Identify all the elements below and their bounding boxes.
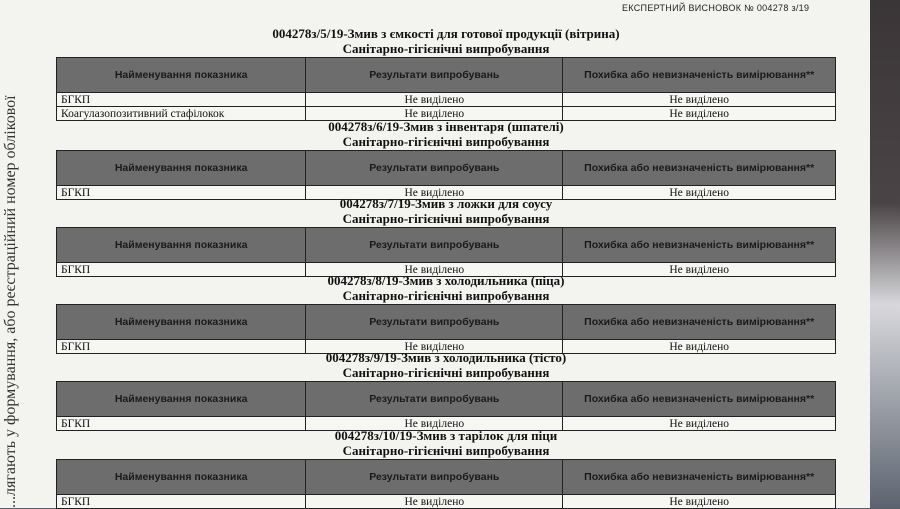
header-results: Результати випробувань	[306, 228, 563, 263]
result-cell: Не виділено	[306, 340, 563, 354]
section-title: 004278з/8/19-Змив з холодильника (піца)	[327, 273, 565, 288]
header-indicator: Найменування показника	[57, 460, 306, 495]
section-title: 004278з/7/19-Змив з ложки для соусу	[339, 196, 553, 211]
indicator-cell: БГКП	[57, 263, 306, 277]
results-table	[56, 304, 836, 354]
header-uncertainty: Похибка або невизначеність вимірювання**	[563, 460, 836, 495]
table-header-row	[57, 228, 836, 263]
result-cell: Не виділено	[306, 93, 563, 107]
table-header-row	[57, 305, 836, 340]
header-results: Результати випробувань	[306, 151, 563, 186]
table-header-row	[57, 382, 836, 417]
uncertainty-cell: Не виділено	[563, 186, 836, 200]
header-results: Результати випробувань	[306, 382, 563, 417]
table-header-row	[57, 58, 836, 93]
result-cell: Не виділено	[306, 263, 563, 277]
document-header: ЕКСПЕРТНИЙ ВИСНОВОК № 004278 з/19	[622, 3, 810, 13]
header-indicator: Найменування показника	[57, 151, 306, 186]
background-edge	[870, 0, 900, 508]
uncertainty-cell: Не виділено	[563, 93, 836, 107]
test-section-5	[56, 26, 836, 121]
results-table	[56, 57, 836, 121]
uncertainty-cell: Не виділено	[563, 495, 836, 509]
test-section-6	[56, 119, 836, 200]
indicator-cell: БГКП	[57, 417, 306, 431]
result-cell: Не виділено	[306, 186, 563, 200]
indicator-cell: Коагулазопозитивний стафілокок	[57, 107, 306, 121]
results-table	[56, 459, 836, 509]
header-uncertainty: Похибка або невизначеність вимірювання**	[563, 305, 836, 340]
indicator-cell: БГКП	[57, 495, 306, 509]
uncertainty-cell: Не виділено	[563, 340, 836, 354]
section-title: 004278з/9/19-Змив з холодильника (тісто)	[325, 350, 567, 365]
results-table	[56, 227, 836, 277]
uncertainty-cell: Не виділено	[563, 417, 836, 431]
result-cell: Не виділено	[306, 417, 563, 431]
table-row	[57, 93, 836, 107]
table-header-row	[57, 460, 836, 495]
uncertainty-cell: Не виділено	[563, 107, 836, 121]
indicator-cell: БГКП	[57, 93, 306, 107]
section-subtitle: Санітарно-гігієнічні випробування	[342, 134, 550, 149]
header-uncertainty: Похибка або невизначеність вимірювання**	[563, 228, 836, 263]
test-section-8	[56, 273, 836, 354]
indicator-cell: БГКП	[57, 340, 306, 354]
indicator-cell: БГКП	[57, 186, 306, 200]
section-subtitle: Санітарно-гігієнічні випробування	[342, 41, 550, 56]
header-uncertainty: Похибка або невизначеність вимірювання**	[563, 382, 836, 417]
header-results: Результати випробувань	[306, 305, 563, 340]
result-cell: Не виділено	[306, 495, 563, 509]
header-results: Результати випробувань	[306, 460, 563, 495]
side-margin-note: ...лягають у формування, або реєстраційний номер облікової	[2, 95, 19, 508]
header-indicator: Найменування показника	[57, 228, 306, 263]
header-results: Результати випробувань	[306, 58, 563, 93]
test-section-10	[56, 428, 836, 509]
results-table	[56, 150, 836, 200]
results-table	[56, 381, 836, 431]
section-subtitle: Санітарно-гігієнічні випробування	[342, 211, 550, 226]
section-subtitle: Санітарно-гігієнічні випробування	[342, 365, 550, 380]
test-section-9	[56, 350, 836, 431]
section-title: 004278з/10/19-Змив з тарілок для піци	[334, 428, 558, 443]
section-subtitle: Санітарно-гігієнічні випробування	[342, 288, 550, 303]
header-indicator: Найменування показника	[57, 382, 306, 417]
header-uncertainty: Похибка або невизначеність вимірювання**	[563, 58, 836, 93]
header-indicator: Найменування показника	[57, 305, 306, 340]
section-subtitle: Санітарно-гігієнічні випробування	[342, 443, 550, 458]
table-header-row	[57, 151, 836, 186]
test-section-7	[56, 196, 836, 277]
table-row	[57, 495, 836, 509]
uncertainty-cell: Не виділено	[563, 263, 836, 277]
section-title: 004278з/6/19-Змив з інвентаря (шпателі)	[328, 119, 564, 134]
header-indicator: Найменування показника	[57, 58, 306, 93]
result-cell: Не виділено	[306, 107, 563, 121]
section-title: 004278з/5/19-Змив з ємкості для готової продукції (вітрина)	[272, 26, 620, 41]
header-uncertainty: Похибка або невизначеність вимірювання**	[563, 151, 836, 186]
